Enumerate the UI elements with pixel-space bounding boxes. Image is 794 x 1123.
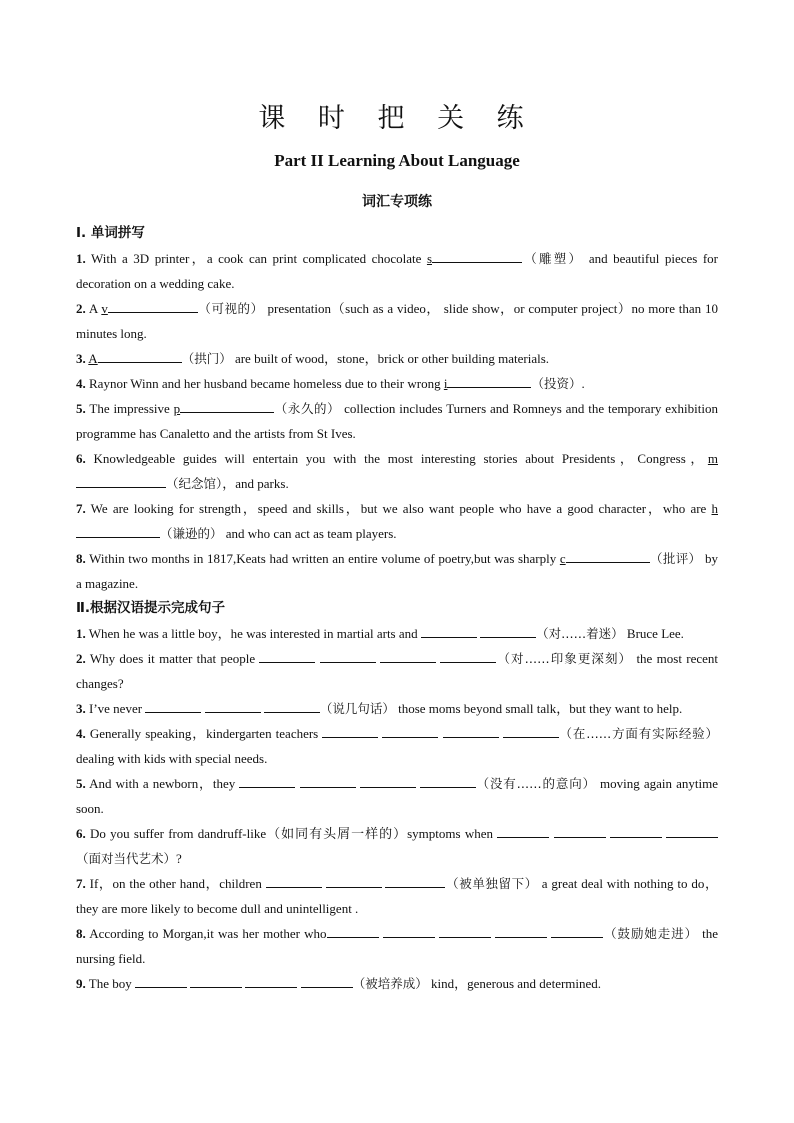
item-text-post: are built of wood，stone，brick or other building materials.	[231, 351, 550, 366]
answer-blank[interactable]	[266, 873, 322, 888]
answer-blank[interactable]	[322, 723, 378, 738]
item-text-pre: Why does it matter that people	[85, 651, 260, 666]
s2-item-3	[76, 696, 718, 721]
item-number: 5.	[76, 401, 86, 416]
answer-blank[interactable]	[440, 648, 496, 663]
answer-blank[interactable]	[503, 723, 559, 738]
chinese-hint: （鼓励她走进）	[603, 926, 698, 941]
item-text-pre: With a 3D printer，a cook can print complicated chocolate	[85, 251, 427, 266]
chinese-hint: （批评）	[649, 551, 702, 566]
answer-blank[interactable]	[360, 773, 416, 788]
answer-blank[interactable]	[98, 348, 182, 363]
s2-item-1	[76, 621, 718, 646]
lead-letter: m	[707, 451, 718, 466]
s1-item-6	[76, 446, 718, 496]
answer-blank[interactable]	[432, 248, 522, 263]
answer-blank[interactable]	[326, 873, 382, 888]
answer-blank[interactable]	[264, 698, 320, 713]
item-text-pre: We are looking for strength，speed and skills，but we also want people who have a good character，who are	[85, 501, 712, 516]
answer-blank[interactable]	[385, 873, 445, 888]
item-number: 9.	[76, 976, 86, 991]
chinese-hint: （没有……的意向）	[475, 776, 596, 791]
answer-blank[interactable]	[383, 923, 435, 938]
chinese-hint: （被培养成）	[352, 976, 428, 991]
answer-blank[interactable]	[495, 923, 547, 938]
answer-blank[interactable]	[301, 973, 353, 988]
chinese-hint: （被单独留下）	[445, 876, 538, 891]
item-text-pre: I’ve never	[85, 701, 146, 716]
item-text-post: dealing with kids with special needs.	[76, 751, 268, 766]
answer-blank[interactable]	[145, 698, 201, 713]
s1-item-2	[76, 296, 718, 346]
item-number: 5.	[76, 776, 86, 791]
chinese-hint: （面对当代艺术）	[76, 851, 177, 866]
item-text-pre: If，on the other hand，children	[85, 876, 266, 891]
item-text-pre: And with a newborn，they	[85, 776, 240, 791]
answer-blank[interactable]	[554, 823, 606, 838]
lead-letter: v	[101, 301, 108, 316]
answer-blank[interactable]	[76, 473, 166, 488]
answer-blank[interactable]	[443, 723, 499, 738]
answer-blank[interactable]	[421, 623, 477, 638]
part-heading: Part II Learning About Language	[274, 151, 520, 170]
item-number: 7.	[76, 501, 86, 516]
s1-item-4	[76, 371, 718, 396]
answer-blank[interactable]	[480, 623, 536, 638]
item-text-post: those moms beyond small talk，but they want to help.	[394, 701, 683, 716]
answer-blank[interactable]	[439, 923, 491, 938]
chinese-hint: （说几句话）	[319, 701, 395, 716]
s2-item-2	[76, 646, 718, 696]
chinese-hint: （拱门）	[181, 351, 232, 366]
answer-blank[interactable]	[320, 648, 376, 663]
answer-blank[interactable]	[135, 973, 187, 988]
item-text-post: kind，generous and determined.	[427, 976, 602, 991]
item-text-pre: Generally speaking，kindergarten teachers	[85, 726, 323, 741]
answer-blank[interactable]	[566, 548, 650, 563]
answer-blank[interactable]	[76, 523, 160, 538]
answer-blank[interactable]	[190, 973, 242, 988]
answer-blank[interactable]	[420, 773, 476, 788]
answer-blank[interactable]	[497, 823, 549, 838]
item-text-post: the nursing field.	[76, 926, 719, 966]
lead-letter: i	[443, 376, 448, 391]
item-number: 1.	[76, 626, 86, 641]
s2-item-4	[76, 721, 718, 771]
item-number: 4.	[76, 376, 86, 391]
item-number: 8.	[76, 551, 86, 566]
chinese-hint: （纪念馆）	[166, 476, 223, 491]
s2-item-8	[76, 921, 718, 971]
answer-blank[interactable]	[551, 923, 603, 938]
s2-item-7	[76, 871, 718, 921]
s2-item-6	[76, 821, 718, 871]
item-text-post: .	[581, 376, 585, 391]
chinese-hint: （可视的）	[197, 301, 264, 316]
item-text-post: ，and parks.	[222, 476, 289, 491]
s2-item-5	[76, 771, 718, 821]
item-number: 8.	[76, 926, 86, 941]
item-text-post: ?	[176, 851, 182, 866]
item-number: 1.	[76, 251, 86, 266]
lead-letter: A	[88, 351, 98, 366]
item-text-post: presentation（such as a video， slide show，or computer project）no more than 10 minutes long.	[76, 301, 718, 341]
answer-blank[interactable]	[245, 973, 297, 988]
item-text-post: the most recent changes?	[76, 651, 719, 691]
s1-item-5	[76, 396, 718, 446]
answer-blank[interactable]	[327, 923, 379, 938]
lead-letter: h	[711, 501, 718, 516]
answer-blank[interactable]	[380, 648, 436, 663]
item-text-pre: According to Morgan,it was her mother who	[85, 926, 327, 941]
item-text-post: moving again anytime soon.	[76, 776, 718, 816]
chinese-hint: （雕塑）	[522, 251, 584, 266]
section2-heading: Ⅱ.根据汉语提示完成句子	[76, 600, 226, 616]
item-text-post: and who can act as team players.	[222, 526, 397, 541]
lead-letter: s	[426, 251, 432, 266]
chinese-hint: （投资）	[531, 376, 582, 391]
item-text-pre: When he was a little boy，he was interested in martial arts and	[85, 626, 421, 641]
item-number: 6.	[76, 451, 86, 466]
item-text-post: a great deal with nothing to do，they are more likely to become dull and unintelligent .	[76, 876, 718, 916]
s1-item-7	[76, 496, 718, 546]
item-number: 4.	[76, 726, 86, 741]
answer-blank[interactable]	[239, 773, 295, 788]
item-text-pre: Within two months in 1817,Keats had written an entire volume of poetry,but was sharply	[85, 551, 560, 566]
item-number: 6.	[76, 826, 86, 841]
chinese-hint: （对……着迷）	[536, 626, 624, 641]
s1-item-3	[76, 346, 718, 371]
chinese-hint: （永久的）	[274, 401, 341, 416]
answer-blank[interactable]	[108, 298, 198, 313]
chinese-hint: （谦逊的）	[160, 526, 223, 541]
answer-blank[interactable]	[259, 648, 315, 663]
item-text-post: collection includes Turners and Romneys and the temporary exhibition programme has Canaletto and the artists from St Ives.	[76, 401, 718, 441]
item-number: 3.	[76, 351, 86, 366]
item-text-pre: Knowledgeable guides will entertain you with the most interesting stories about Presidents，Congress，	[85, 451, 708, 466]
item-number: 2.	[76, 651, 86, 666]
item-text-post: and beautiful pieces for decoration on a wedding cake.	[76, 251, 718, 291]
page-title: 课 时 把 关 练	[258, 103, 536, 134]
answer-blank[interactable]	[382, 723, 438, 738]
item-text-pre: Raynor Winn and her husband became homeless due to their wrong	[85, 376, 444, 391]
answer-blank[interactable]	[610, 823, 662, 838]
section-subtitle: 词汇专项练	[362, 194, 432, 210]
item-text-pre: The impressive	[85, 401, 174, 416]
item-text-pre: Do you suffer from dandruff-like（如同有头屑一样的）symptoms when	[85, 826, 498, 841]
item-number: 2.	[76, 301, 86, 316]
s1-item-8	[76, 546, 718, 596]
item-text-post: by a magazine.	[76, 551, 719, 591]
lead-letter: p	[173, 401, 181, 416]
item-text-pre: The boy	[85, 976, 135, 991]
answer-blank[interactable]	[447, 373, 531, 388]
s1-item-1	[76, 246, 718, 296]
chinese-hint: （在……方面有实际经验）	[558, 726, 719, 741]
answer-blank[interactable]	[205, 698, 261, 713]
chinese-hint: （对……印象更深刻）	[496, 651, 633, 666]
s2-item-9	[76, 971, 718, 996]
item-text-pre: A	[85, 301, 102, 316]
item-number: 3.	[76, 701, 86, 716]
item-number: 7.	[76, 876, 86, 891]
answer-blank[interactable]	[300, 773, 356, 788]
section1-heading: Ⅰ. 单词拼写	[76, 225, 145, 241]
answer-blank[interactable]	[180, 398, 274, 413]
lead-letter: c	[559, 551, 566, 566]
item-text-post: Bruce Lee.	[623, 626, 684, 641]
answer-blank[interactable]	[666, 823, 718, 838]
